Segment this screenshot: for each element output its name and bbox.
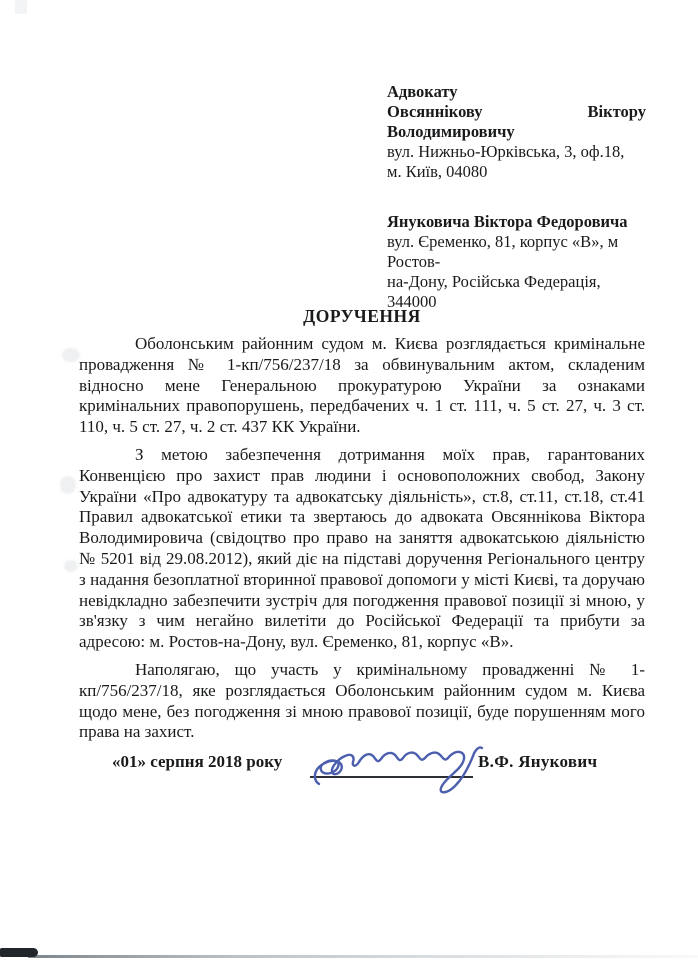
signer-name: В.Ф. Янукович: [478, 752, 598, 771]
recipient-surname: Овсяннікову: [387, 102, 483, 121]
document-title: ДОРУЧЕННЯ: [303, 306, 421, 326]
scan-artifact-top-left: [15, 0, 27, 14]
paragraph-3: Наполягаю, що участь у кримінальному провадженні № 1-кп/756/237/18, яке розглядається Оболонським районним судом м. Києва щодо мене, без погодження зі мною правової позиції, буде порушенням мого права на захист.: [79, 659, 645, 742]
recipient-patronymic: Володимировичу: [387, 122, 515, 141]
scan-smudge: [60, 476, 76, 494]
scan-smudge: [62, 348, 80, 362]
recipient-block: [387, 82, 646, 312]
sender-address-line1: вул. Єременко, 81, корпус «В», м Ростов-: [387, 232, 619, 271]
signature-stroke: [315, 747, 482, 792]
recipient-role: Адвокату: [387, 82, 458, 101]
document-body: [79, 334, 645, 750]
scan-artifact-bottom-left: [0, 948, 38, 957]
paragraph-2: З метою забезпечення дотримання моїх прав, гарантованих Конвенцією про захист прав людини і основоположних свобод, Закону України «Про адвокатуру та адвокатську діяльність», ст.8, ст.11, ст.18, ст.41 Правил адвокатської етики та звертаюсь до адвоката Овсяннікова Віктора Володимировича (свідоцтво про право на заняття адвокатською діяльністю № 5201 від 29.08.2012), який діє на підставі доручення Регіонального центру з надання безоплатної вторинної правової допомоги у місті Києві, та доручаю невідкладно забезпечити зустріч для погодження правової позиції зі мною, у зв'язку з чим негайно вилетіти до Російської Федерації та прибути за адресою: м. Ростов-на-Дону, вул. Єременко, 81, корпус «В».: [79, 444, 645, 652]
handwritten-signature-icon: [305, 726, 495, 800]
paragraph-1: Оболонським районним судом м. Києва розглядається кримінальне провадження № 1-кп/756/237/18 за обвинувальним актом, складеним відносно мене Генеральною прокуратурою України за ознаками кримінальних правопорушень, передбачених ч. 1 ст. 111, ч. 5 ст. 27, ч. 3 ст. 110, ч. 5 ст. 27, ч. 2 ст. 437 КК України.: [79, 334, 645, 437]
recipient-first-name: Віктору: [587, 102, 646, 121]
scan-artifact-bottom-edge: [28, 955, 698, 958]
scan-smudge: [64, 560, 78, 572]
recipient-name-line: [387, 102, 646, 122]
document-date: «01» серпня 2018 року: [112, 752, 283, 771]
sender-name: Януковича Віктора Федоровича: [387, 212, 628, 231]
sender-address-line2: на-Дону, Російська Федерація, 344000: [387, 272, 601, 311]
recipient-address-line2: м. Київ, 04080: [387, 162, 488, 181]
spacer: [387, 182, 646, 212]
recipient-address-line1: вул. Нижньо-Юрківська, 3, оф.18,: [387, 142, 625, 161]
